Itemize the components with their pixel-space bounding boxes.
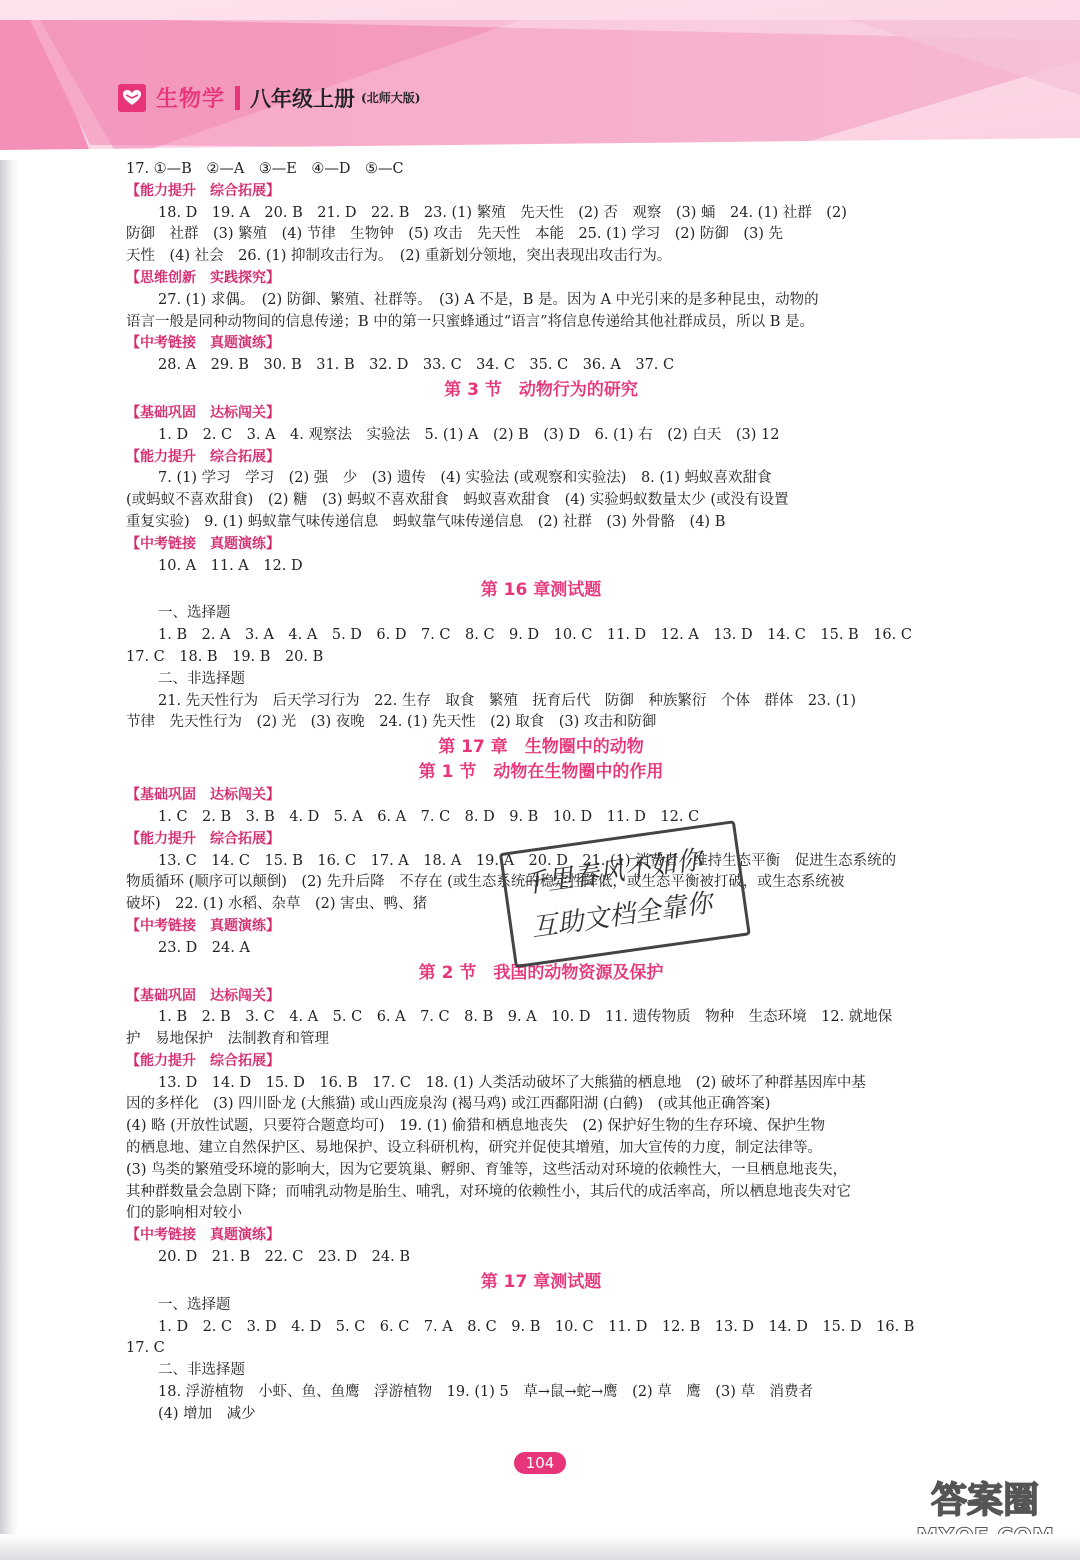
answer-line: 1. D 2. C 3. A 4. 观察法 实验法 5. (1) A (2) B (3) D 6. (1) 右 (2) 白天 (3) 12 [158, 426, 780, 443]
answer-line: 语言一般是同种动物间的信息传递；B 中的第一只蜜蜂通过“语言”将信息传递给其他社群成员，所以 B 是。 [126, 313, 814, 330]
answer-line: 破坏) 22. (1) 水稻、杂草 (2) 害虫、鸭、猪 [126, 896, 428, 913]
answer-line: 护 易地保护 法制教育和管理 [126, 1031, 329, 1048]
answer-line: 17. C [126, 1340, 165, 1357]
page-left-shadow [0, 160, 18, 1540]
answer-content [126, 159, 956, 1426]
section-tag: 【中考链接 真题演练】 [126, 917, 280, 934]
answer-line: (4) 增加 减少 [158, 1405, 256, 1422]
answer-line: 28. A 29. B 30. B 31. B 32. D 33. C 34. C 35. C 36. A 37. C [158, 357, 675, 374]
answer-line: 23. D 24. A [158, 939, 250, 956]
answer-line: 二、非选择题 [158, 1362, 245, 1379]
section-tag: 【中考链接 真题演练】 [126, 335, 280, 352]
chapter-heading: 第 17 章 生物圈中的动物 [438, 737, 644, 758]
answer-line: 的栖息地、建立自然保护区、易地保护、设立科研机构，研究并促使其增殖，加大宣传的力度，制定法律等。 [126, 1140, 822, 1157]
answer-line: 20. D 21. B 22. C 23. D 24. B [158, 1249, 411, 1266]
answer-line: 天性 (4) 社会 26. (1) 抑制攻击行为。 (2) 重新划分领地，突出表现出攻击行为。 [126, 248, 672, 265]
section-tag: 【基础巩固 达标闯关】 [126, 987, 280, 1004]
answer-line: 一、选择题 [158, 605, 231, 622]
answer-line: 1. B 2. A 3. A 4. A 5. D 6. D 7. C 8. C 9. D 10. C 11. D 12. A 13. D 14. C 15. B 16. C [158, 627, 912, 644]
stamp-text: 互助文档全靠你 [529, 888, 715, 944]
answer-line: 其种群数量会急剧下降；而哺乳动物是胎生、哺乳，对环境的依赖性小，其后代的成活率高，所以栖息地丧失对它 [126, 1183, 851, 1200]
answer-line: 18. D 19. A 20. B 21. D 22. B 23. (1) 繁殖 先天性 (2) 否 观察 (3) 蛹 24. (1) 社群 (2) [158, 204, 847, 221]
answer-line: 节律 先天性行为 (2) 光 (3) 夜晚 24. (1) 先天性 (2) 取食 (3) 攻击和防御 [126, 714, 657, 731]
section-tag: 【能力提升 综合拓展】 [126, 182, 280, 199]
answer-line: 1. B 2. B 3. C 4. A 5. C 6. A 7. C 8. B 9. A 10. D 11. 遗传物质 物种 生态环境 12. 就地保 [158, 1009, 893, 1026]
section-tag: 【能力提升 综合拓展】 [126, 830, 280, 847]
section-heading: 第 3 节 动物行为的研究 [444, 379, 638, 400]
section-heading: 第 2 节 我国的动物资源及保护 [418, 962, 664, 983]
answer-line: 17. ①—B ②—A ③—E ④—D ⑤—C [126, 161, 404, 177]
page-number: 104 [514, 1452, 566, 1474]
answer-line: 重复实验) 9. (1) 蚂蚁靠气味传递信息 蚂蚁靠气味传递信息 (2) 社群 (3) 外骨骼 (4) B [126, 513, 726, 530]
answer-line: (4) 略 (开放性试题，只要符合题意均可) 19. (1) 偷猎和栖息地丧失 (2) 保护好生物的生存环境、保护生物 [126, 1118, 826, 1135]
answer-line: 因的多样化 (3) 四川卧龙 (大熊猫) 或山西庞泉沟 (褐马鸡) 或江西鄱阳湖 (白鹤) (或其他正确答案) [126, 1096, 771, 1113]
answer-line: 二、非选择题 [158, 670, 245, 687]
watermark-title: 答案圈 [930, 1480, 1040, 1521]
section-tag: 【能力提升 综合拓展】 [126, 448, 280, 465]
title-divider [235, 86, 240, 110]
answer-line: 17. C 18. B 19. B 20. B [126, 648, 324, 665]
header-brand [118, 82, 420, 113]
answer-line: 1. D 2. C 3. D 4. D 5. C 6. C 7. A 8. C 9. B 10. C 11. D 12. B 13. D 14. D 15. D 16. B [158, 1318, 915, 1335]
page-bottom-shadow [0, 1534, 1080, 1560]
answer-line: 21. 先天性行为 后天学习行为 22. 生存 取食 繁殖 抚育后代 防御 种族繁衍 个体 群体 23. (1) [158, 692, 857, 709]
answer-line: (或蚂蚁不喜欢甜食) (2) 糖 (3) 蚂蚁不喜欢甜食 蚂蚁喜欢甜食 (4) 实验蚂蚁数量太少 (或没有设置 [126, 492, 789, 509]
answer-line: 一、选择题 [158, 1296, 231, 1313]
section-tag: 【中考链接 真题演练】 [126, 535, 280, 552]
answer-line: 物质循环 (顺序可以颠倒) (2) 先升后降 不存在 (或生态系统的稳定性降低，或生态平衡被打破，或生态系统被 [126, 874, 845, 891]
answer-line: 13. C 14. C 15. B 16. C 17. A 18. A 19. A 20. D 21. (1) 消费者 维持生态平衡 促进生态系统的 [158, 852, 897, 869]
section-tag: 【基础巩固 达标闯关】 [126, 787, 280, 804]
section-tag: 【思维创新 实践探究】 [126, 269, 280, 286]
stamp-text: 千里春风不如你 [519, 845, 704, 901]
answer-line: 18. 浮游植物 小虾、鱼、鱼鹰 浮游植物 19. (1) 5 草→鼠→蛇→鹰 (2) 草 鹰 (3) 草 消费者 [158, 1384, 813, 1401]
section-tag: 【中考链接 真题演练】 [126, 1227, 280, 1244]
section-tag: 【能力提升 综合拓展】 [126, 1052, 280, 1069]
section-heading: 第 17 章测试题 [480, 1271, 602, 1292]
edition-label: (北师大版) [361, 91, 421, 105]
grade-title: 八年级上册 [250, 85, 356, 111]
answer-line: 1. C 2. B 3. B 4. D 5. A 6. A 7. C 8. D 9. B 10. D 11. D 12. C [158, 808, 700, 825]
section-heading: 第 16 章测试题 [480, 580, 602, 601]
subject-title: 生物学 [156, 87, 226, 112]
answer-line: 们的影响相对较小 [126, 1205, 242, 1222]
answer-line: 13. D 14. D 15. D 16. B 17. C 18. (1) 人类活动破坏了大熊猫的栖息地 (2) 破坏了种群基因库中基 [158, 1074, 866, 1091]
heart-book-icon [118, 84, 146, 112]
answer-line: 7. (1) 学习 学习 (2) 强 少 (3) 遗传 (4) 实验法 (或观察和实验法) 8. (1) 蚂蚁喜欢甜食 [158, 470, 772, 487]
answer-line: 防御 社群 (3) 繁殖 (4) 节律 生物钟 (5) 攻击 先天性 本能 25. (1) 学习 (2) 防御 (3) 先 [126, 226, 784, 243]
section-tag: 【基础巩固 达标闯关】 [126, 404, 280, 421]
answer-line: (3) 鸟类的繁殖受环境的影响大，因为它要筑巢、孵卵、育雏等，这些活动对环境的依赖性大，一旦栖息地丧失， [126, 1161, 848, 1178]
section-heading: 第 1 节 动物在生物圈中的作用 [418, 762, 664, 783]
answer-line: 10. A 11. A 12. D [158, 557, 303, 574]
answer-line: 27. (1) 求偶。 (2) 防御、繁殖、社群等。 (3) A 不是，B 是。因为 A 中光引来的是多种昆虫，动物的 [158, 291, 819, 308]
